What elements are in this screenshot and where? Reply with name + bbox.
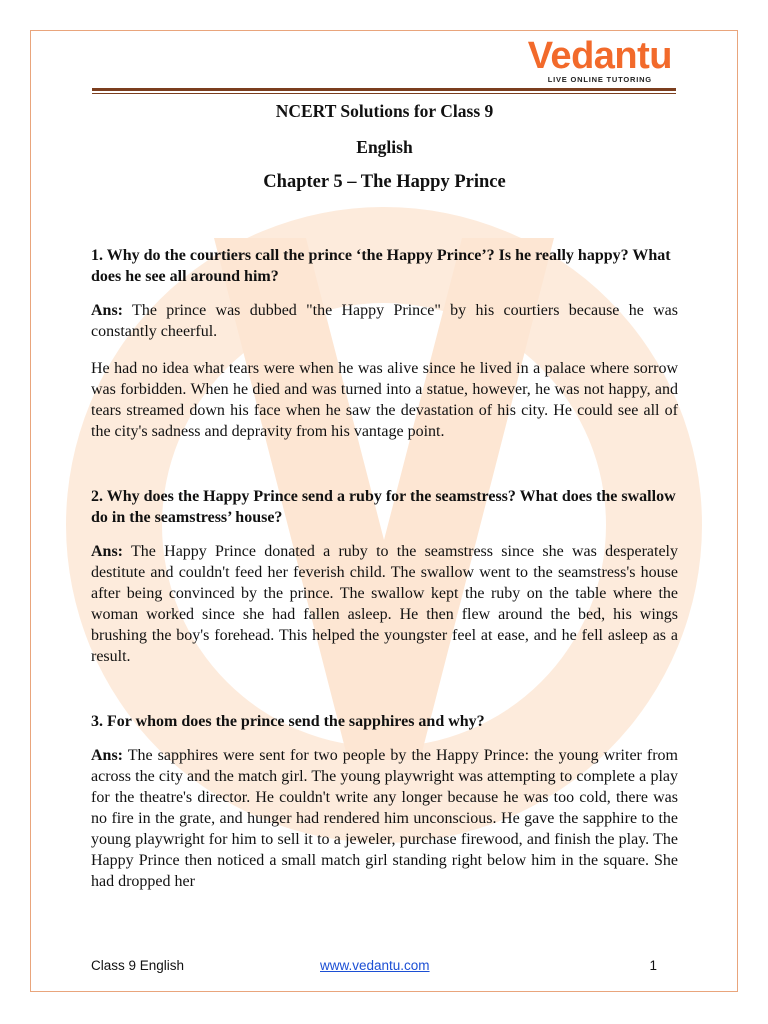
footer-website-link[interactable]: www.vedantu.com [320,958,430,973]
document-subject: English [356,137,413,157]
header-rule-thick [92,88,676,91]
question-2: 2. Why does the Happy Prince send a ruby for the seamstress? What does the swallow do in the seamstress’ house? [91,488,676,526]
answer-text: The sapphires were sent for two people by the Happy Prince: the young writer from across the city and the match girl. The young playwright was attempting to complete a play for the theatre's director. He couldn't write any longer because he was too cold, there was no fire in the grate, and hunger had rendered him unconscious. He gave the sapphire to the young playwright for him to sell it to a jeweler, purchase firewood, and finish the play. The Happy Prince then noticed a small match girl standing right below him in the square. She had dropped her [91,747,679,890]
question-3: 3. For whom does the prince send the sapphires and why? [91,713,485,730]
vedantu-logo[interactable] [528,36,672,84]
answer-1-para-1 [91,300,678,342]
answer-2-para-1 [91,541,678,667]
answer-1-para-2: He had no idea what tears were when he was alive since he lived in a palace where sorrow was forbidden. When he died and was turned into a statue, however, he was not happy, and tears streamed down his face when he saw the devastation of his city. He could see all of the city's sadness and depravity from his vantage point. [91,360,678,440]
logo-tagline: LIVE ONLINE TUTORING [547,75,652,84]
header-rule-thin [92,93,676,94]
answer-text: The prince was dubbed "the Happy Prince" by his courtiers because he was constantly cheerful. [91,302,678,340]
answer-text: The Happy Prince donated a ruby to the seamstress since she was desperately destitute and couldn't feed her feverish child. The swallow went to the seamstress's house after being convinced by the prince. The swallow kept the ruby on the table where the woman worked since she had fallen asleep. He then flew around the bed, his wings brushing the boy's forehead. This helped the youngster feel at ease, and he fell asleep as a result. [91,543,679,665]
answer-3-para-1 [91,745,678,892]
document-body [91,96,678,892]
question-1: 1. Why do the courtiers call the prince ‘the Happy Prince’? Is he really happy? What does he see all around him? [91,247,671,285]
answer-label: Ans: [91,302,124,319]
logo-wordmark: Vedantu [527,35,672,77]
answer-label: Ans: [91,543,124,560]
page-number: 1 [649,958,657,973]
answer-label: Ans: [91,747,124,764]
footer-class-label: Class 9 English [91,958,185,973]
document-title: NCERT Solutions for Class 9 [275,101,494,121]
chapter-title: Chapter 5 – The Happy Prince [263,172,506,192]
